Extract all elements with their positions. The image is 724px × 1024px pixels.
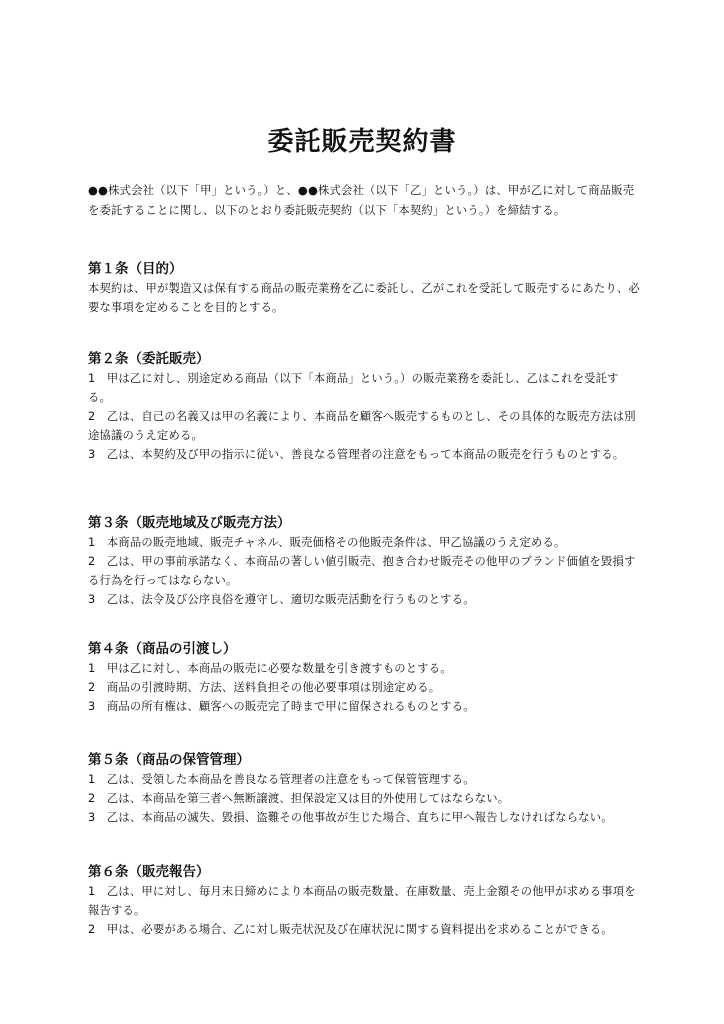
article-paragraph: 2 乙は、自己の名義又は甲の名義により、本商品を顧客へ販売するものとし、その具体的な販売方法は別途協議のうえ定める。 [88,410,636,442]
article-body [88,659,640,716]
article-body [88,533,640,609]
article-heading: 第２条（委託販売） [88,351,210,367]
article-body [88,369,640,464]
article-paragraph: 1 甲は乙に対し、別途定める商品（以下「本商品」という。）の販売業務を委託し、乙はこれを受託する。 [88,372,619,404]
article-paragraph: 1 本商品の販売地域、販売チャネル、販売価格その他販売条件は、甲乙協議のうえ定める。 [88,536,566,549]
article-body [88,882,640,939]
article-body [88,279,640,317]
article-heading: 第５条（商品の保管管理） [88,752,250,768]
article-paragraph: 2 乙は、甲の事前承諾なく、本商品の著しい値引販売、抱き合わせ販売その他甲のブランド価値を毀損する行為を行ってはならない。 [88,555,636,587]
article-5 [88,750,640,827]
article-paragraph: 2 甲は、必要がある場合、乙に対し販売状況及び在庫状況に関する資料提出を求めることができる。 [88,923,613,936]
article-paragraph: 3 商品の所有権は、顧客への販売完了時まで甲に留保されるものとする。 [88,700,475,713]
article-paragraph: 3 乙は、法令及び公序良俗を遵守し、適切な販売活動を行うものとする。 [88,593,475,606]
article-body [88,770,640,827]
article-3 [88,513,640,609]
article-paragraph: 3 乙は、本商品の滅失、毀損、盗難その他事故が生じた場合、直ちに甲へ報告しなければならない。 [88,811,613,824]
intro-paragraph: ●●株式会社（以下「甲」という。）と、●●株式会社（以下「乙」という。）は、甲が乙に対して商品販売を委託することに関し、以下のとおり委託販売契約（以下「本契約」という。）を締結する。 [88,184,635,217]
article-heading: 第１条（目的） [88,261,183,277]
article-paragraph: 2 乙は、本商品を第三者へ無断譲渡、担保設定又は目的外使用してはならない。 [88,792,510,805]
article-heading: 第４条（商品の引渡し） [88,641,237,657]
article-6 [88,862,640,939]
article-2 [88,349,640,464]
article-heading: 第３条（販売地域及び販売方法） [88,515,291,531]
article-paragraph: 2 商品の引渡時期、方法、送料負担その他必要事項は別途定める。 [88,681,441,694]
article-paragraph: 本契約は、甲が製造又は保有する商品の販売業務を乙に委託し、乙がこれを受託して販売するにあたり、必要な事項を定めることを目的とする。 [88,282,640,314]
article-paragraph: 3 乙は、本契約及び甲の指示に従い、善良なる管理者の注意をもって本商品の販売を行うものとする。 [88,448,625,461]
article-1 [88,259,640,317]
article-paragraph: 1 甲は乙に対し、本商品の販売に必要な数量を引き渡すものとする。 [88,662,452,675]
article-4 [88,639,640,716]
article-heading: 第６条（販売報告） [88,864,210,880]
article-paragraph: 1 乙は、受領した本商品を善良なる管理者の注意をもって保管管理する。 [88,773,475,786]
document-title: 委託販売契約書 [267,127,457,158]
article-paragraph: 1 乙は、甲に対し、毎月末日締めにより本商品の販売数量、在庫数量、売上金額その他甲が求める事項を報告する。 [88,885,636,917]
